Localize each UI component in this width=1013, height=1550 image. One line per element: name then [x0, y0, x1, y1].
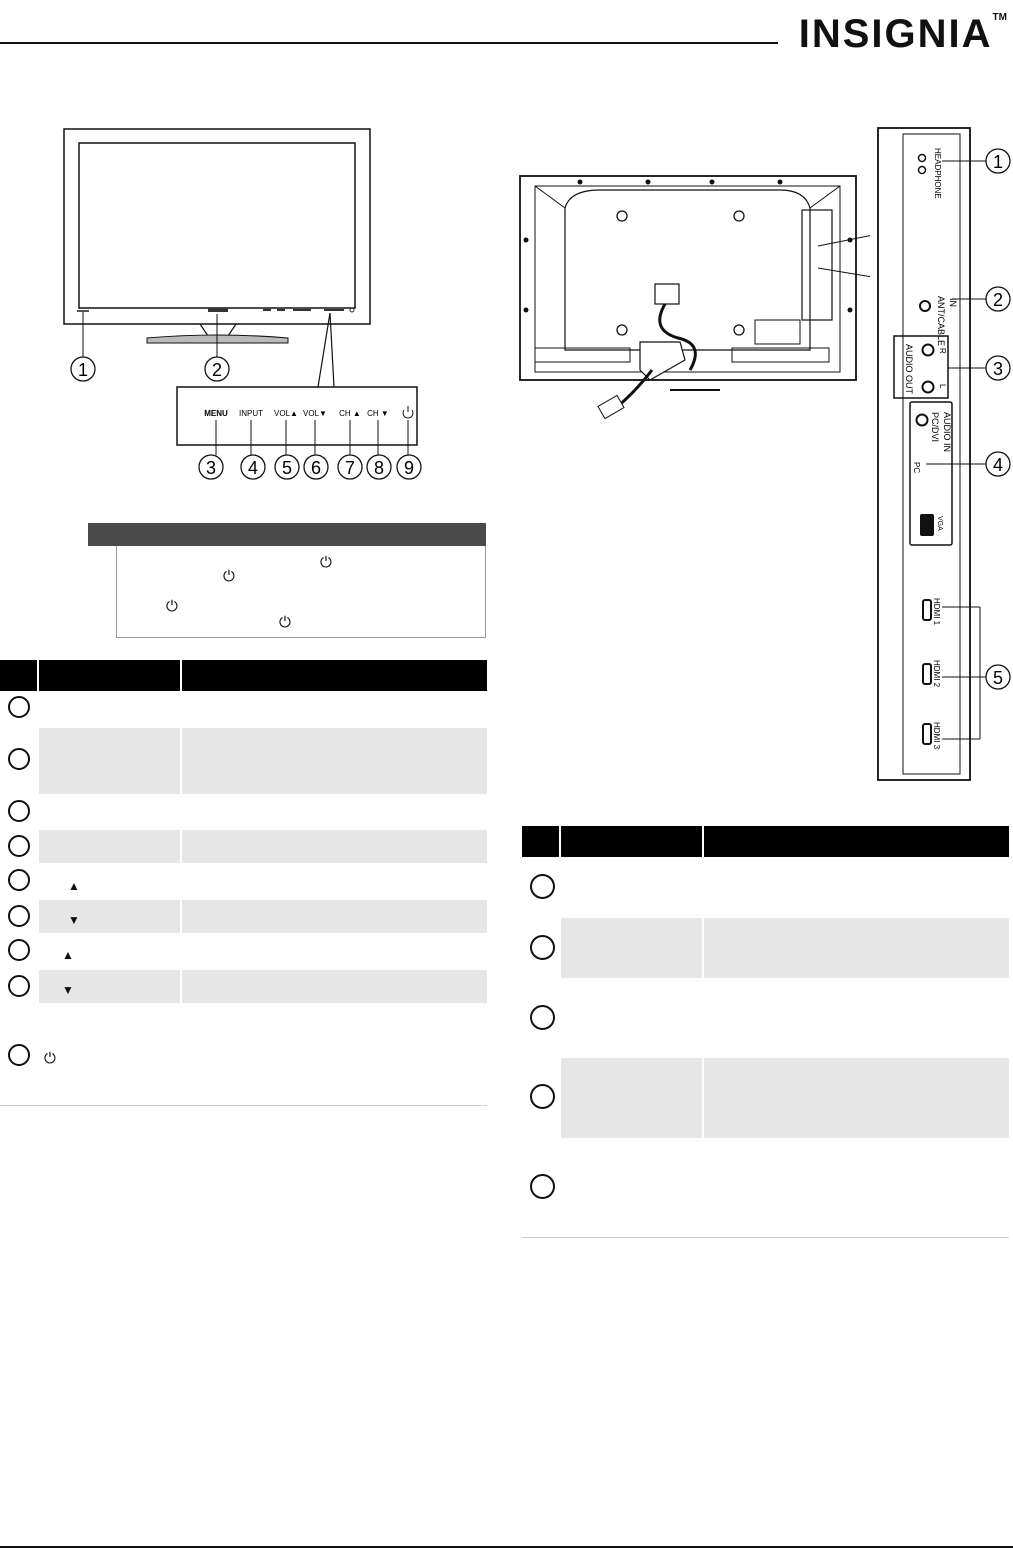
note-box: [116, 546, 486, 638]
row-number-circle: [8, 696, 30, 718]
label-menu: MENU: [204, 409, 228, 418]
callout-3-label: 3: [205, 458, 217, 478]
side-connector-block: [802, 210, 832, 320]
label-hdmi2: HDMI 2: [932, 660, 941, 688]
table-row: [39, 970, 487, 1003]
label-headphone: HEADPHONE: [933, 148, 942, 199]
row-number-circle: [8, 1044, 30, 1066]
power-icon: ⏻: [279, 614, 291, 631]
side-callout-1-label: 1: [992, 152, 1004, 172]
hdmi2-port-icon: [923, 664, 931, 684]
label-audio-r: R: [938, 348, 947, 354]
row-number-circle: [8, 748, 30, 770]
row-number-circle: [8, 975, 30, 997]
front-logo: [208, 308, 228, 312]
side-connections-table: [522, 826, 1009, 1238]
label-vga: VGA: [936, 516, 943, 531]
table-header: [0, 660, 487, 691]
table-row: [39, 900, 487, 933]
power-indicator: [77, 310, 89, 312]
hdmi3-port-icon: [923, 724, 931, 744]
tv-bezel: [64, 129, 370, 324]
tv-screen: [79, 143, 355, 308]
header-rule: [0, 42, 778, 44]
callout-6-label: 6: [310, 458, 322, 478]
power-icon: ⏻: [320, 554, 332, 571]
table-row: [39, 728, 487, 794]
up-triangle-icon: ▲: [62, 948, 74, 962]
up-triangle-icon: ▲: [68, 879, 80, 893]
row-number-circle: [530, 1084, 555, 1109]
callout-5-label: 5: [281, 458, 293, 478]
label-vol-down: VOL▼: [303, 409, 327, 418]
callout-7-label: 7: [344, 458, 356, 478]
label-pc: PC: [912, 462, 921, 474]
callout-4-label: 4: [247, 458, 259, 478]
front-view-diagram: [0, 100, 500, 500]
row-number-circle: [8, 905, 30, 927]
brand-logo: INSIGNIA™: [798, 12, 1007, 56]
row-number-circle: [530, 1005, 555, 1030]
label-pc-dvi: PC/DVI: [930, 412, 940, 443]
label-hdmi3: HDMI 3: [932, 722, 941, 750]
row-number-circle: [530, 935, 555, 960]
side-callout-4-label: 4: [992, 455, 1004, 475]
label-ant-in: IN: [948, 298, 958, 307]
vga-port-icon: [920, 514, 934, 536]
table-bottom-rule: [522, 1237, 1009, 1238]
note-header-bar: [88, 523, 486, 546]
row-number-circle: [8, 800, 30, 822]
table-row: [39, 830, 487, 863]
label-ant-cable: ANT/CABLE: [936, 296, 946, 347]
table-bottom-rule: [0, 1105, 487, 1106]
label-vol-up: VOL▲: [274, 409, 298, 418]
power-plug: [598, 395, 624, 418]
power-icon: ⏻: [44, 1050, 56, 1067]
side-callout-2-label: 2: [992, 290, 1004, 310]
row-number-circle: [8, 869, 30, 891]
power-icon: ⏻: [223, 568, 235, 585]
power-icon: ⏻: [166, 598, 178, 615]
label-audio-in: AUDIO IN: [942, 412, 952, 453]
stand-neck: [200, 324, 236, 336]
callout-1-label: 1: [77, 360, 89, 380]
down-triangle-icon: ▼: [62, 983, 74, 997]
row-number-circle: [530, 1174, 555, 1199]
label-audio-l: L: [938, 384, 947, 389]
label-ch-down: CH ▼: [367, 409, 389, 418]
side-connector-panel: [870, 126, 1013, 786]
label-audio-out: AUDIO OUT: [904, 344, 914, 395]
table-row: [561, 1058, 1009, 1138]
callout-8-label: 8: [373, 458, 385, 478]
row-number-circle: [8, 835, 30, 857]
callout-9-label: 9: [403, 458, 415, 478]
row-number-circle: [530, 874, 555, 899]
front-controls-table: [0, 660, 487, 1106]
footer-rule: [0, 1546, 1013, 1548]
row-number-circle: [8, 939, 30, 961]
table-row: [561, 918, 1009, 978]
down-triangle-icon: ▼: [68, 913, 80, 927]
hdmi1-port-icon: [923, 600, 931, 620]
back-view-diagram: [500, 160, 870, 430]
label-input: INPUT: [239, 409, 263, 418]
label-ch-up: CH ▲: [339, 409, 361, 418]
side-callout-3-label: 3: [992, 359, 1004, 379]
side-callout-5-label: 5: [992, 668, 1004, 688]
table-header: [522, 826, 1009, 857]
label-hdmi1: HDMI 1: [932, 598, 941, 626]
back-panel: [565, 190, 810, 350]
callout-2-label: 2: [211, 360, 223, 380]
